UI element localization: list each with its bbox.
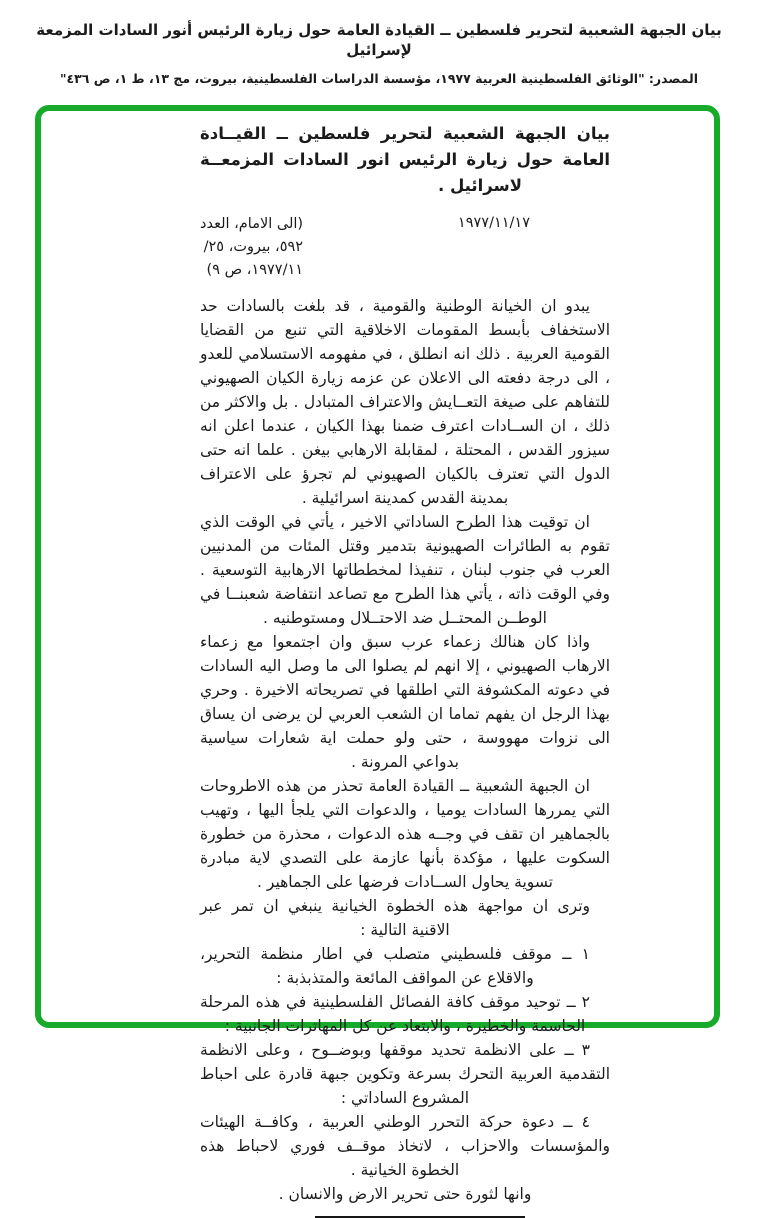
dateline	[200, 213, 610, 282]
list-item-1: ١ ــ موقف فلسطيني متصلب في اطار منظمة التحرير، والاقلاع عن المواقف المائعة والمتذبذبة :	[200, 945, 590, 987]
document-date: ١٧‏/‏١١‏/‏١٩٧٧	[457, 215, 530, 231]
title-line-2: العامة حول زيارة الرئيس انور السادات المزمعــة	[200, 150, 610, 169]
citation-line-2: ٥٩٢، بيروت، ٢٥/	[203, 239, 304, 255]
closing-line: وانها لثورة حتى تحرير الارض والانسان .	[278, 1185, 532, 1203]
paragraph-4: ان الجبهة الشعبية ــ القيادة العامة تحذر من هذه الاطروحات التي يمررها السادات يوميا ، والدعوات التي يلجأ اليها ، وتهيب بالجماهير ان تقف في وجــه هذه الدعوات ، محذرة من خطورة السكوت عليها ، مؤكدة بأنها عازمة على التصدي لاية مبادرة تسوية يحاول الســادات فرضها على الجماهير .	[200, 777, 610, 891]
paragraph-3: واذا كان هنالك زعماء عرب سبق وان اجتمعوا مع زعماء الارهاب الصهيوني ، إلا انهم لم يصلوا الى ما وصل اليه السادات في دعوته المكشوفة التي اطلقها في تصريحاته الاخيرة . وحري بهذا الرجل ان يفهم تماما ان الشعب العربي لن يرضى ان يساق الى نزوات مهووسة ، حتى ولو حملت اية شعارات سياسية بدواعي المرونة .	[200, 633, 610, 771]
list-item-4: ٤ ــ دعوة حركة التحرر الوطني العربية ، وكافــة الهيئات والمؤسسات والاحزاب ، لاتخاذ موقــف فوري لاحباط هذه الخطوة الخيانية .	[200, 1113, 610, 1179]
header-title: بيان الجبهة الشعبية لتحرير فلسطين ــ القيادة العامة حول زيارة الرئيس أنور السادات المزمعة لإسرائيل	[36, 21, 722, 59]
document-body	[200, 294, 610, 1218]
list-item-3: ٣ ــ على الانظمة تحديد موقفها وبوضــوح ، وعلى الانظمة التقدمية العربية التحرك بسرعة وتكوين جبهة قادرة على احباط المشروع الساداتي :	[200, 1041, 610, 1107]
list-item-2: ٢ ــ توحيد موقف كافة الفصائل الفلسطينية في هذه المرحلة الحاسمة والخطيرة ، والابتعاد عن كل المهاترات الجانبية :	[200, 993, 590, 1035]
title-line-3: لاسرائيل .	[437, 176, 523, 195]
document-title	[200, 121, 610, 199]
citation-line-3: ١١‏/‏١٩٧٧‏، ص ٩)	[206, 262, 304, 278]
citation-line-1: (الى الامام، العدد	[200, 216, 304, 232]
source-citation	[200, 213, 303, 282]
paragraph-5: وترى ان مواجهة هذه الخطوة الخيانية ينبغي ان تمر عبر الاقنية التالية :	[200, 897, 590, 939]
header-source-citation: المصدر: "الوثائق الفلسطينية العربية ١٩٧٧، مؤسسة الدراسات الفلسطينية، بيروت، مج ١٣، ط ١، ص ٤٣٦"	[59, 71, 699, 86]
page-header	[0, 0, 758, 87]
paragraph-2: ان توقيت هذا الطرح الساداتي الاخير ، يأتي في الوقت الذي تقوم به الطائرات الصهيونية بتدمير وقتل المئات من المدنيين العرب في جنوب لبنان ، تنفيذا لمخططاتها الارهابية التوسعية . وفي الوقت ذاته ، يأتي هذا الطرح مع تصاعد انتفاضة شعبنــا في الوطــن المحتــل ضد الاحتــلال ومستوطنيه .	[200, 513, 610, 627]
document-content	[200, 121, 610, 1218]
document-frame	[35, 105, 720, 1203]
paragraph-1: يبدو ان الخيانة الوطنية والقومية ، قد بلغت بالسادات حد الاستخفاف بأبسط المقومات الاخلاقية التي تنبع من القضايا القومية العربية . ذلك انه انطلق ، في مفهومه الاستسلامي للعدو ، الى درجة دفعته الى الاعلان عن عزمه زيارة الكيان الصهيوني للتفاهم على صيغة التعــايش والاعتراف المتبادل . بل والاكثر من ذلك ، ان الســادات اعترف ضمنا بهذا الكيان ، عندما اعلن انه سيزور القدس ، المحتلة ، لمقابلة الارهابي بيغن . علما انه حتى الدول التي تعترف بالكيان الصهيوني لم تجرؤ على الاعتراف بمدينة القدس كمدينة اسرائيلية .	[200, 297, 610, 507]
title-line-1: بيان الجبهة الشعبية لتحرير فلسطين ــ القيــادة	[200, 124, 610, 143]
